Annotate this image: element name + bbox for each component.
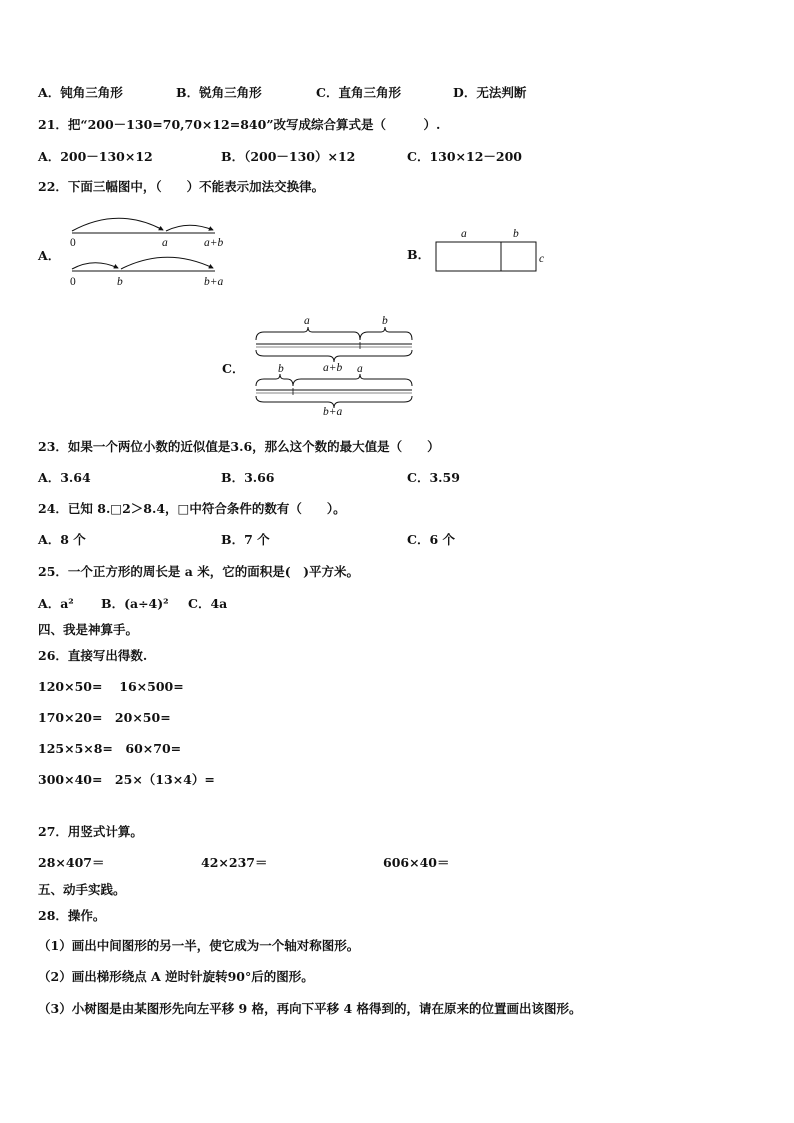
q21-option-b: B．（200－130）×12 [221,149,356,164]
fig-b-b: b [513,228,519,240]
q20-option-b: B．锐角三角形 [176,85,262,100]
q23-option-b: B．3.66 [221,470,275,485]
q27-item-3: 606×40＝ [383,855,450,870]
q22-figure-a [60,208,240,298]
q21-stem: 21．把“200－130=70,70×12=840”改写成综合算式是（ ）. [38,117,441,132]
q26-row-3: 125×5×8= 60×70= [38,741,182,756]
q25-option-b: B．(a÷4)² [101,596,169,611]
q27-stem: 27．用竖式计算。 [38,824,143,839]
q26-row-2: 170×20= 20×50= [38,710,171,725]
q26-row-4: 300×40= 25×（13×4）= [38,772,215,787]
fig-b-c: c [539,253,545,265]
q26-stem: 26．直接写出得数. [38,648,148,663]
q27-item-2: 42×237＝ [201,855,268,870]
fig-a-top-0: 0 [70,237,76,249]
q21-option-a: A．200－130×12 [38,149,153,164]
fig-a-bottom-b: b [117,276,123,288]
fig-c-top-a: a [304,315,310,327]
fig-b-a: a [461,228,467,240]
q24-option-c: C．6 个 [407,532,455,547]
q22-stem: 22．下面三幅图中，（ ）不能表示加法交换律。 [38,179,325,194]
q26-row-1: 120×50= 16×500= [38,679,184,694]
q28-item-1: （1）画出中间图形的另一半，使它成为一个轴对称图形。 [38,938,360,953]
section-5-heading: 五、动手实践。 [38,882,126,897]
q20-option-d: D．无法判断 [453,85,527,100]
fig-a-top-sum: a+b [204,237,224,249]
fig-c-bottom-sum: b+a [323,406,343,418]
q23-option-a: A．3.64 [38,470,91,485]
q24-option-a: A．8 个 [38,532,86,547]
q23-stem: 23．如果一个两位小数的近似值是3.6，那么这个数的最大值是（ ） [38,439,440,454]
q22-label-b: B． [407,247,431,262]
fig-c-bottom-b: b [278,363,284,375]
q24-option-b: B．7 个 [221,532,270,547]
q28-item-2: （2）画出梯形绕点 A 逆时针旋转90°后的图形。 [38,969,314,984]
fig-c-top-sum: a+b [323,362,343,374]
fig-a-bottom-0: 0 [70,276,76,288]
section-4-heading: 四、我是神算手。 [38,622,139,637]
q25-option-c: C．4a [188,596,228,611]
q20-option-c: C．直角三角形 [316,85,401,100]
q22-label-c: C． [222,361,245,376]
q27-item-1: 28×407＝ [38,855,105,870]
q28-stem: 28．操作。 [38,908,106,923]
fig-a-bottom-sum: b+a [204,276,224,288]
fig-c-top-b: b [382,315,388,327]
q25-option-a: A．a² [38,596,74,611]
q22-figure-c [250,310,420,420]
fig-c-bottom-a: a [357,363,363,375]
q20-option-a: A．钝角三角形 [38,85,123,100]
fig-a-top-a: a [162,237,168,249]
q28-item-3: （3）小树图是由某图形先向左平移 9 格，再向下平移 4 格得到的，请在原来的位置画出该图形。 [38,1001,582,1016]
q24-stem: 24．已知 8.□2＞8.4，□中符合条件的数有（ ）。 [38,501,346,516]
q22-label-a: A． [38,248,61,263]
q22-figure-b [430,222,560,277]
q21-option-c: C．130×12－200 [407,149,523,164]
q25-stem: 25．一个正方形的周长是 a 米，它的面积是( )平方米。 [38,564,360,579]
q23-option-c: C．3.59 [407,470,460,485]
